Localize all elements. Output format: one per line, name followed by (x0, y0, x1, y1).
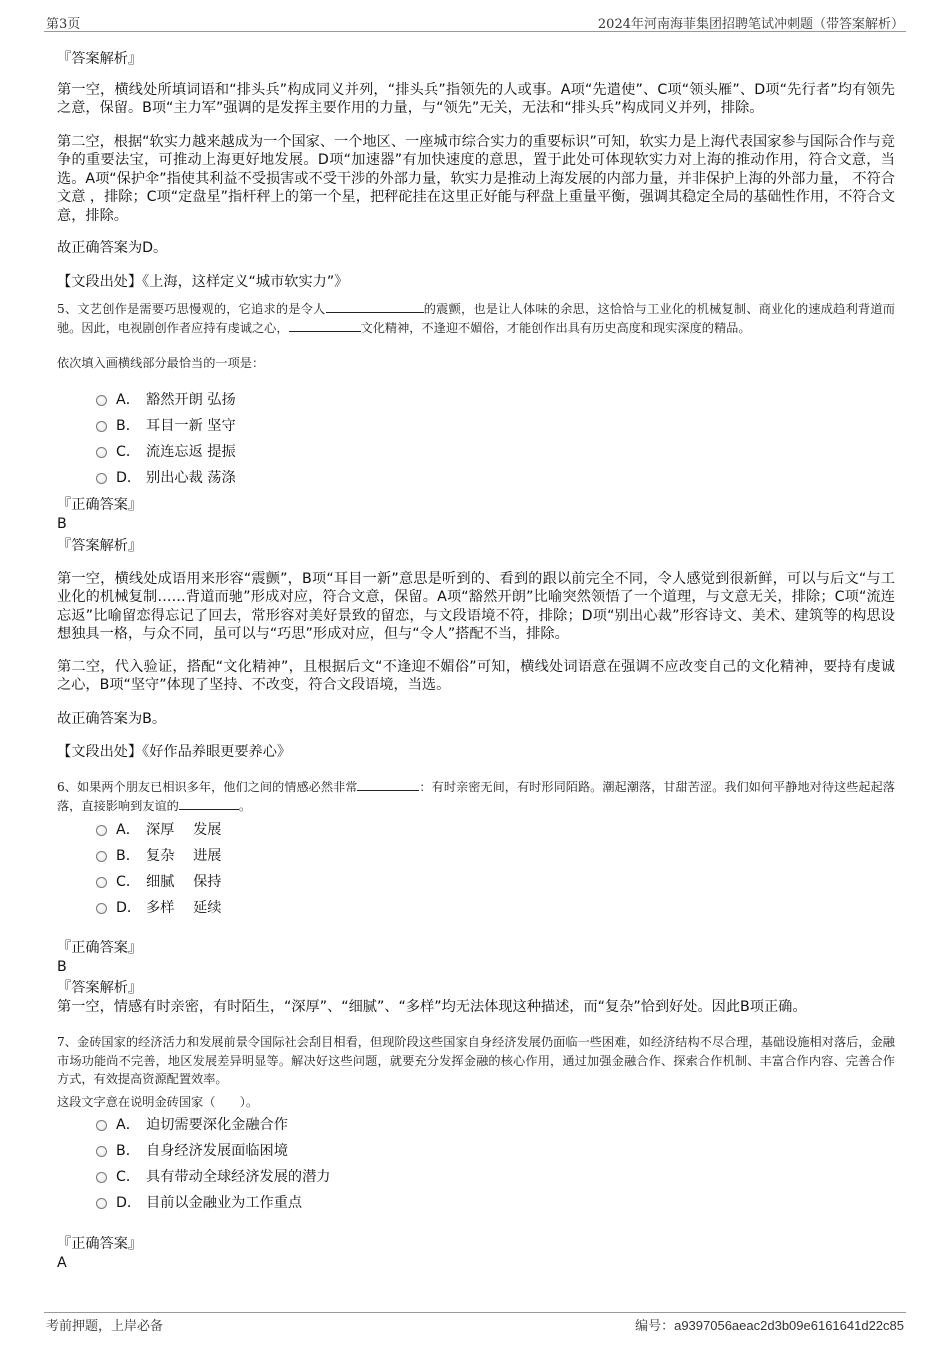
radio-icon[interactable] (96, 1198, 107, 1209)
q5-source: 【文段出处】《好作品养眼更要养心》 (57, 744, 292, 760)
q6-option-d[interactable]: D． 多样 延续 (96, 897, 221, 917)
q6-analysis-label: 『答案解析』 (57, 980, 143, 996)
q5-analysis-para1: 第一空，横线处成语用来形容“震颤”，B项“耳目一新”意思是听到的、看到的跟以前完全不同，令人感觉到很新鲜，可以与后文“与工业化的机械复制……背道而驰”形成对应，符合文意，保留。A项“豁然开朗”比喻突然领悟了一个道理，与文意无关，排除；C项“流连忘返”比喻留恋得忘记了回去，常形容对美好景致的留恋，与文段语境不符，排除；D项“别出心裁”形容诗文、美术、建筑等的构思设想独具一格，与众不同，虽可以与“巧思”形成对应，但与“令人”搭配不当，排除。 (57, 571, 895, 643)
q5-analysis-para2: 第二空，代入验证，搭配“文化精神”，且根据后文“不逢迎不媚俗”可知，横线处词语意在强调不应改变自己的文化精神，要持有虔诚之心，B项“坚守”体现了坚持、不改变，符合文段语境，当选。 (57, 659, 895, 694)
q5-option-b[interactable]: B． 耳目一新 坚守 (96, 415, 236, 435)
q7-option-d[interactable]: D． 目前以金融业为工作重点 (96, 1192, 302, 1212)
document-code: 编号：a9397056aeac2d3b09e6161641d22c85 (635, 1318, 904, 1333)
radio-icon[interactable] (96, 447, 107, 458)
q6-option-b[interactable]: B． 复杂 进展 (96, 845, 221, 865)
radio-icon[interactable] (96, 1146, 107, 1157)
radio-icon[interactable] (96, 1120, 107, 1131)
radio-icon[interactable] (96, 421, 107, 432)
q7-question: 这段文字意在说明金砖国家（ ）。 (57, 1095, 259, 1109)
q7-answer: A (57, 1255, 67, 1271)
q5-answer-label: 『正确答案』 (57, 497, 143, 513)
document-title: 2024年河南海菲集团招聘笔试冲刺题（带答案解析） (597, 17, 904, 32)
radio-icon[interactable] (96, 395, 107, 406)
q4-analysis-para1: 第一空，横线处所填词语和“排头兵”构成同义并列，“排头兵”指领先的人或事。A项“先遣使”、C项“领头雁”、D项“先行者”均有领先之意，保留。B项“主力军”强调的是发挥主要作用的力量，与“领先”无关，无法和“排头兵”构成同义并列，排除。 (57, 82, 895, 117)
q5-blank-1 (326, 300, 424, 313)
q5-option-c[interactable]: C． 流连忘返 提振 (96, 441, 236, 461)
q5-option-d[interactable]: D． 别出心裁 荡涤 (96, 467, 236, 487)
radio-icon[interactable] (96, 877, 107, 888)
q6-option-a[interactable]: A． 深厚 发展 (96, 819, 221, 839)
q4-analysis-para2: 第二空，根据“软实力越来越成为一个国家、一个地区、一座城市综合实力的重要标识”可知，软实力是上海代表国家参与国际合作与竞争的重要法宝，可推动上海更好地发展。D项“加速器”有加快速度的意思，置于此处可体现软实力对上海的推动作用，符合文意，当选。A项“保护伞”指使其利益不受损害或不受干涉的外部力量，软实力是推动上海发展的内部力量，并非保护上海的外部力量， 不符合文意 ，排除；C项“定盘星”指杆秤上的第一个星，把秤砣挂在这里正好能与秤盘上重量平衡，强调其稳定全局的基础性作用，不符合文意，排除。 (57, 134, 895, 224)
q5-stem: 5、文艺创作是需要巧思慢观的，它追求的是令人 的震颤，也是让人体味的余思，这恰恰与工业化的机械复制、商业化的速成趋利背道而驰。因此，电视剧创作者应持有虔诚之心， 文化精神，不逢迎不媚俗，才能创作出具有历史高度和现实深度的精品。 (57, 302, 895, 335)
footer-divider (44, 1312, 906, 1313)
q5-option-a[interactable]: A． 豁然开朗 弘扬 (96, 389, 236, 409)
q7-option-b[interactable]: B． 自身经济发展面临困境 (96, 1140, 288, 1160)
q5-answer: B (57, 516, 67, 532)
footer-slogan: 考前押题，上岸必备 (46, 1319, 164, 1334)
radio-icon[interactable] (96, 851, 107, 862)
radio-icon[interactable] (96, 1172, 107, 1183)
q4-analysis-label: 『答案解析』 (57, 51, 143, 67)
radio-icon[interactable] (96, 903, 107, 914)
q6-blank-1 (357, 778, 419, 791)
q6-analysis: 第一空，情感有时亲密，有时陌生，“深厚”、“细腻”、“多样”均无法体现这种描述，而“复杂”恰到好处。因此B项正确。 (57, 999, 807, 1015)
page-number: 第3页 (46, 17, 81, 32)
q5-analysis-label: 『答案解析』 (57, 538, 143, 554)
q6-blank-2 (179, 797, 239, 810)
q5-conclusion: 故正确答案为B。 (57, 711, 167, 727)
radio-icon[interactable] (96, 473, 107, 484)
q6-answer-label: 『正确答案』 (57, 940, 143, 956)
q5-prompt: 依次填入画横线部分最恰当的一项是： (57, 356, 265, 370)
q7-answer-label: 『正确答案』 (57, 1236, 143, 1252)
q6-stem: 6、如果两个朋友已相识多年，他们之间的情感必然非常 ：有时亲密无间，有时形同陌路。潮起潮落，甘甜苦涩。我们如何平静地对待这些起起落落，直接影响到友谊的 。 (57, 780, 895, 813)
q7-option-c[interactable]: C． 具有带动全球经济发展的潜力 (96, 1166, 330, 1186)
q6-answer: B (57, 959, 67, 975)
q5-blank-2 (289, 319, 361, 332)
q4-source: 【文段出处】《上海，这样定义“城市软实力”》 (57, 274, 349, 290)
q7-stem: 7、金砖国家的经济活力和发展前景令国际社会刮目相看，但现阶段这些国家自身经济发展仍面临一些困难，如经济结构不尽合理，基础设施相对落后，金融市场功能尚不完善，地区发展差异明显等。解决好这些问题，就要充分发挥金融的核心作用，通过加强金融合作、探索合作机制、丰富合作内容、完善合作方式，有效提高资源配置效率。 (57, 1035, 895, 1087)
q6-option-c[interactable]: C． 细腻 保持 (96, 871, 221, 891)
q4-conclusion: 故正确答案为D。 (57, 240, 168, 256)
q7-option-a[interactable]: A． 迫切需要深化金融合作 (96, 1114, 288, 1134)
radio-icon[interactable] (96, 825, 107, 836)
